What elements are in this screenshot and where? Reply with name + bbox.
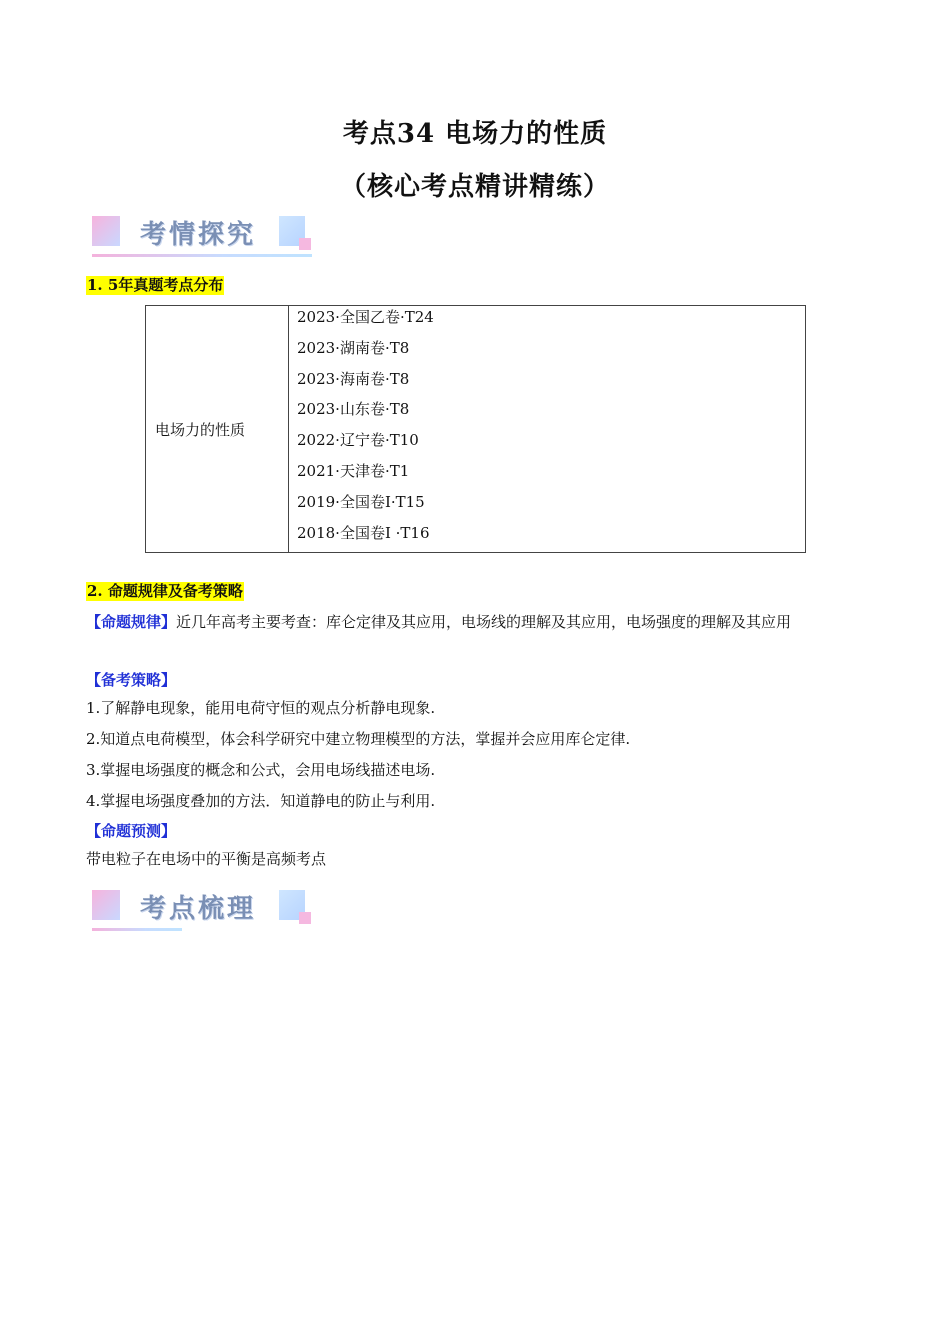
prediction-paragraph	[86, 817, 876, 845]
exam-item: 2023·海南卷·T8	[297, 369, 410, 388]
banner-label: 考情探究	[140, 220, 257, 250]
banner-label: 考点梳理	[140, 894, 257, 924]
section-heading-strategy: 2. 命题规律及备考策略	[87, 582, 243, 600]
prediction-text: 带电粒子在电场中的平衡是高频考点	[86, 850, 327, 868]
table-topic-cell: 电场力的性质	[146, 306, 289, 553]
banner-decoration	[299, 238, 311, 250]
prediction-tag: 【命题预测】	[86, 822, 177, 840]
exam-item: 2022·辽宁卷·T10	[297, 431, 419, 450]
banner-decoration	[92, 890, 120, 920]
strategy-tag: 【备考策略】	[86, 671, 177, 689]
exam-item: 2023·湖南卷·T8	[297, 338, 410, 357]
rule-paragraph	[86, 608, 876, 636]
exam-item: 2023·山东卷·T8	[297, 400, 410, 419]
page-subtitle: （核心考点精讲精练）	[339, 172, 610, 202]
strategy-item: 1.了解静电现象，能用电荷守恒的观点分析静电现象.	[86, 699, 436, 717]
exam-distribution-table	[145, 305, 806, 553]
exam-item: 2018·全国卷Ⅰ ·T16	[297, 523, 430, 542]
rule-tag: 【命题规律】	[86, 613, 177, 631]
banner-underline	[92, 928, 182, 931]
table-items-cell	[289, 306, 806, 553]
banner-decoration	[299, 912, 311, 924]
strategy-item: 2.知道点电荷模型，体会科学研究中建立物理模型的方法，掌握并会应用库仑定律.	[86, 730, 631, 748]
page-title: 考点34 电场力的性质	[342, 119, 608, 149]
section-heading-distribution: 1. 5年真题考点分布	[87, 276, 224, 294]
strategy-paragraph	[86, 666, 876, 694]
section-banner-exam-analysis	[88, 216, 313, 260]
exam-item: 2023·全国乙卷·T24	[297, 308, 434, 326]
strategy-item: 4.掌握电场强度叠加的方法．知道静电的防止与利用.	[86, 792, 436, 810]
banner-underline	[92, 254, 312, 257]
exam-item: 2019·全国卷Ⅰ·T15	[297, 492, 425, 511]
banner-decoration	[92, 216, 120, 246]
rule-text: 近几年高考主要考查：库仑定律及其应用，电场线的理解及其应用，电场强度的理解及其应用	[176, 613, 792, 631]
section-banner-points-review	[88, 890, 313, 934]
exam-item: 2021·天津卷·T1	[297, 461, 410, 480]
strategy-item: 3.掌握电场强度的概念和公式，会用电场线描述电场.	[86, 761, 436, 779]
